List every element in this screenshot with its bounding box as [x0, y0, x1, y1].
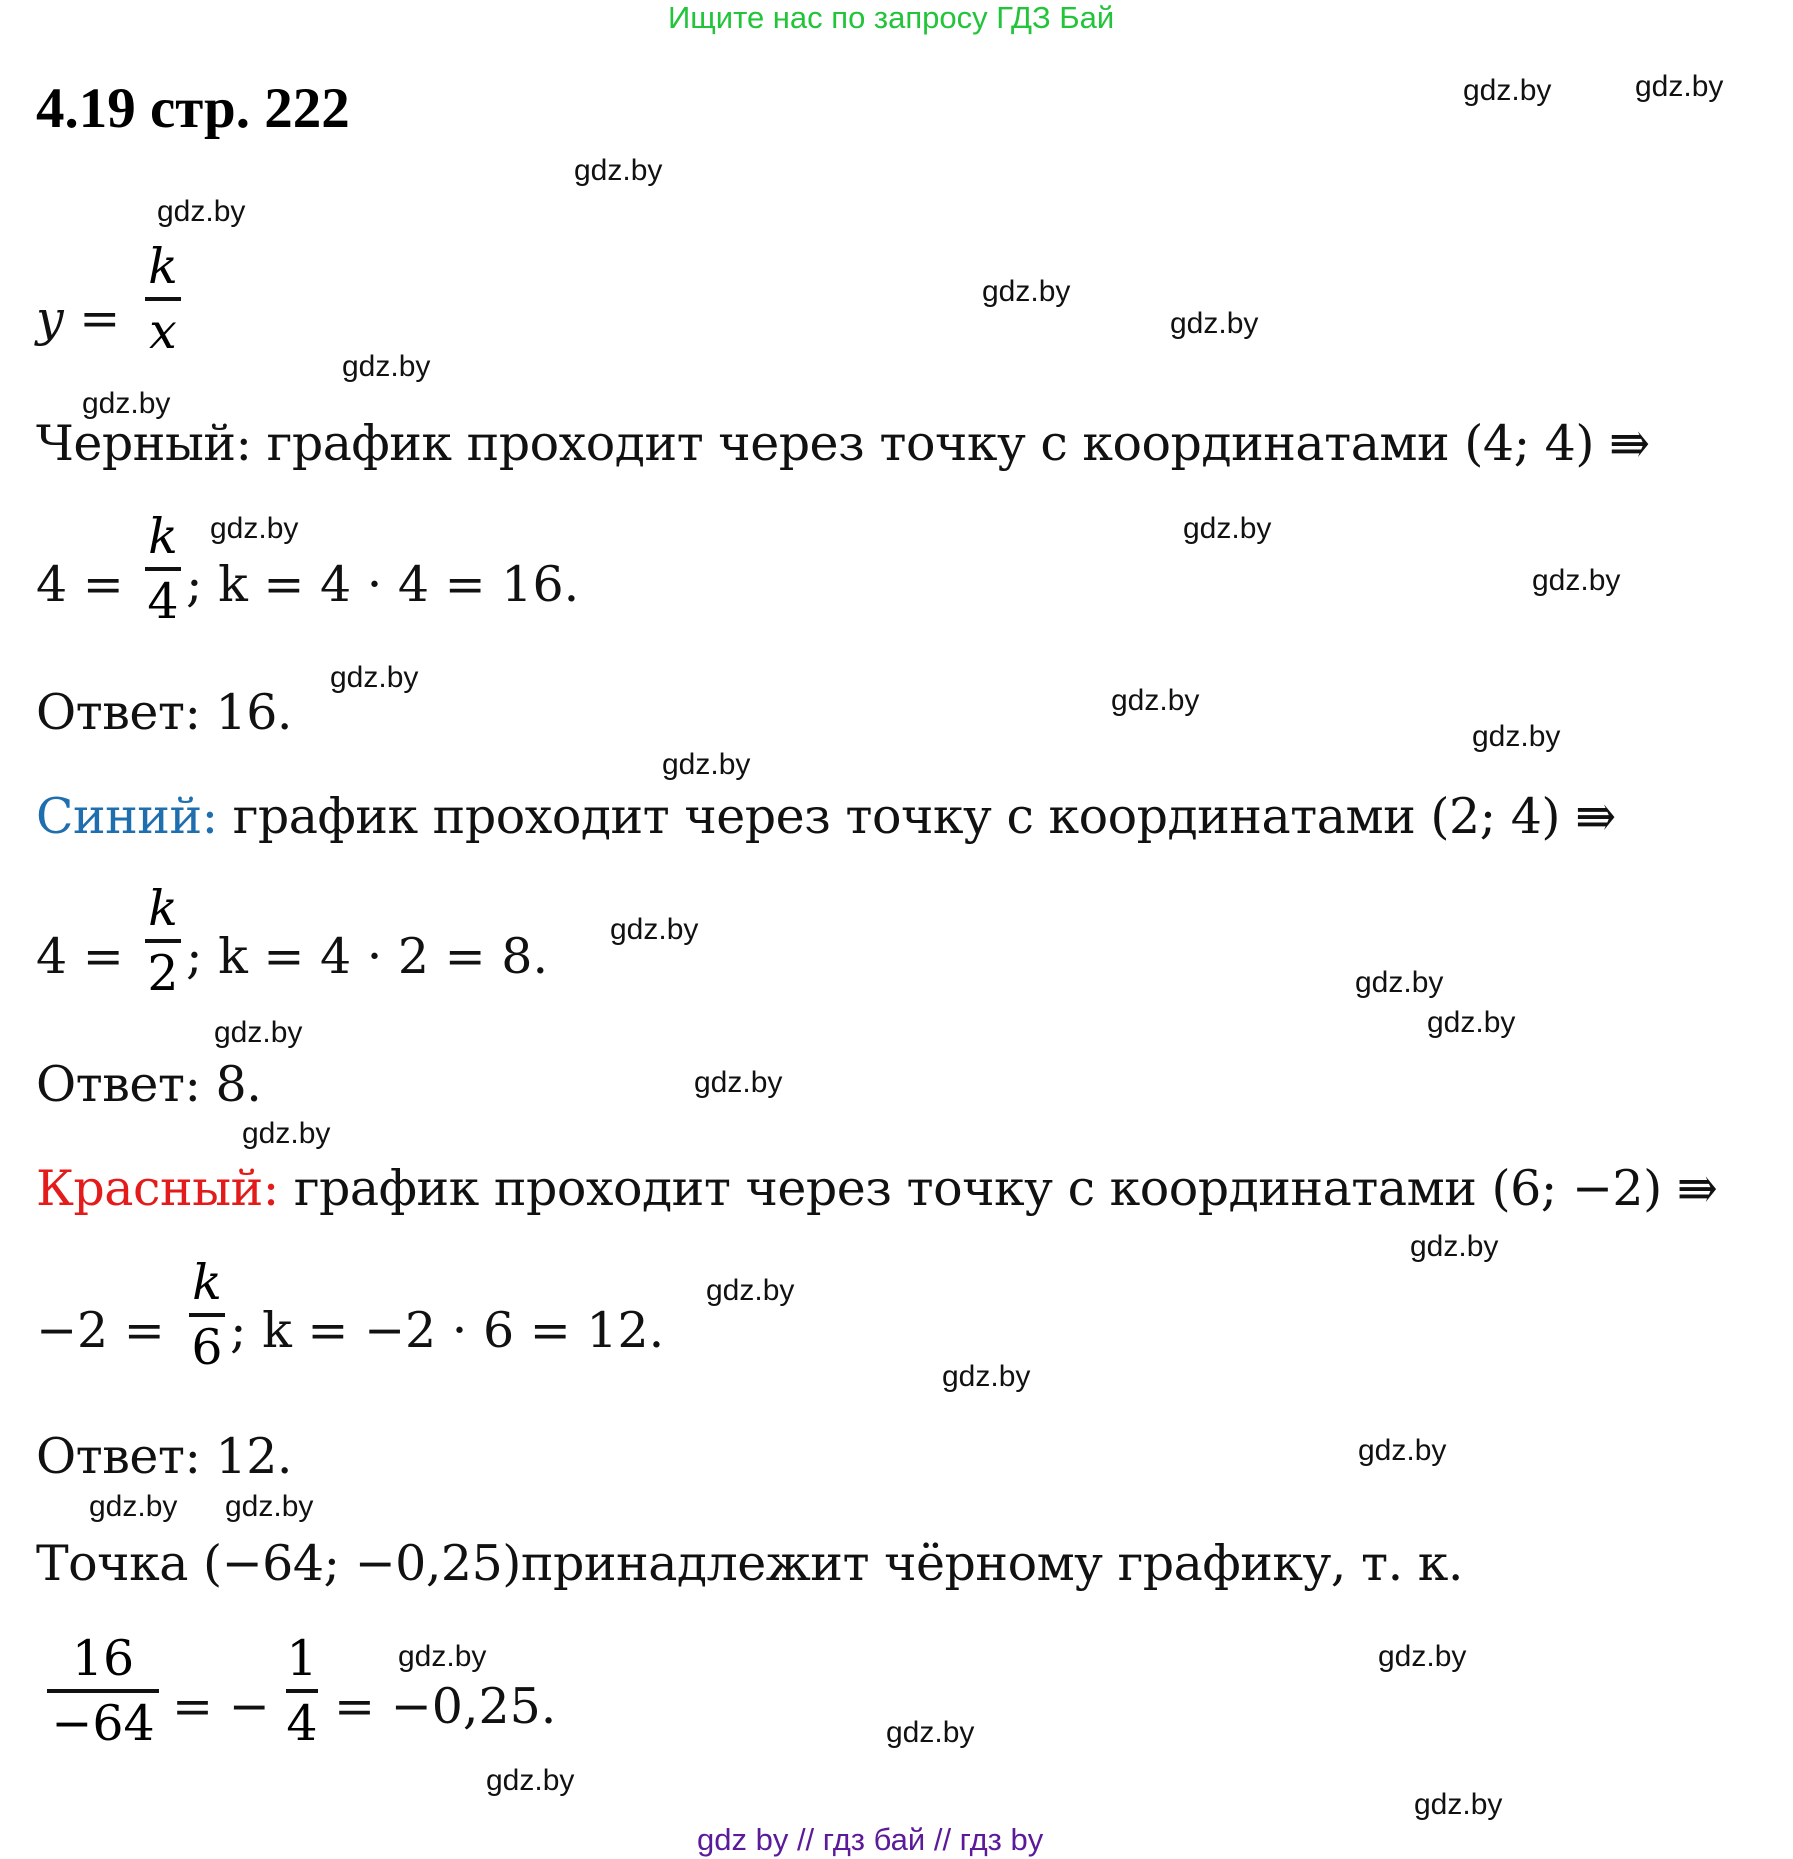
black-fraction: [142, 508, 184, 630]
watermark: gdz.by: [398, 1640, 487, 1673]
watermark: gdz.by: [1358, 1434, 1447, 1467]
watermark: gdz.by: [1635, 70, 1724, 103]
watermark: gdz.by: [1378, 1640, 1467, 1673]
red-text: график проходит через точку с координатами (6; −2) ⇛: [293, 1160, 1718, 1217]
black-answer: Ответ: 16.: [36, 684, 292, 741]
fraction-bar: [145, 567, 181, 571]
watermark: gdz.by: [1414, 1788, 1503, 1821]
watermark: gdz.by: [157, 195, 246, 228]
blue-fraction: [142, 880, 184, 1002]
point-eq-1: = −: [172, 1678, 270, 1735]
formula-fraction: [142, 238, 184, 360]
watermark: gdz.by: [1427, 1006, 1516, 1039]
blue-label: Синий:: [36, 788, 218, 845]
watermark: gdz.by: [242, 1117, 331, 1150]
watermark: gdz.by: [89, 1490, 178, 1523]
blue-statement: [36, 788, 1616, 845]
fraction-numerator: 16: [71, 1630, 135, 1687]
point-statement: Точка (−64; −0,25)принадлежит чёрному графику, т. к.: [36, 1535, 1463, 1592]
watermark: gdz.by: [1355, 966, 1444, 999]
red-answer: Ответ: 12.: [36, 1428, 292, 1485]
fraction-denominator: 4: [147, 573, 179, 630]
watermark: gdz.by: [662, 748, 751, 781]
blue-answer: Ответ: 8.: [36, 1056, 262, 1113]
formula-lhs: y =: [36, 290, 121, 347]
watermark: gdz.by: [1472, 720, 1561, 753]
watermark: gdz.by: [1463, 74, 1552, 107]
black-text: график проходит через точку с координатами (4; 4) ⇛: [266, 415, 1650, 472]
black-eq-lhs: 4 =: [36, 556, 124, 613]
fraction-denominator: 2: [147, 945, 179, 1002]
watermark: gdz.by: [330, 661, 419, 694]
watermark: gdz.by: [486, 1764, 575, 1797]
fraction-bar: [189, 1313, 225, 1317]
point-eq-2: = −0,25.: [334, 1678, 557, 1735]
fraction-numerator: k: [148, 238, 178, 295]
fraction-denominator: 4: [286, 1695, 318, 1752]
fraction-numerator: k: [148, 880, 178, 937]
black-statement: [36, 415, 1650, 472]
page-title: 4.19 стр. 222: [36, 77, 350, 140]
watermark: gdz.by: [1183, 512, 1272, 545]
watermark: gdz.by: [1170, 307, 1259, 340]
black-eq-rest: ; k = 4 · 4 = 16.: [186, 556, 580, 613]
watermark: gdz.by: [82, 387, 171, 420]
footer-links[interactable]: gdz by // гдз бай // гдз by: [697, 1822, 1044, 1857]
watermark: gdz.by: [210, 512, 299, 545]
watermark: gdz.by: [225, 1490, 314, 1523]
blue-eq-rest: ; k = 4 · 2 = 8.: [186, 928, 549, 985]
fraction-bar: [47, 1689, 159, 1693]
point-fraction-2: [282, 1630, 322, 1752]
watermark: gdz.by: [886, 1716, 975, 1749]
watermark: gdz.by: [214, 1016, 303, 1049]
fraction-bar: [145, 297, 181, 301]
watermark: gdz.by: [982, 275, 1071, 308]
search-banner: Ищите нас по запросу ГДЗ Бай: [668, 0, 1115, 35]
watermark: gdz.by: [610, 913, 699, 946]
fraction-denominator: −64: [51, 1695, 155, 1752]
watermark: gdz.by: [694, 1066, 783, 1099]
blue-eq-lhs: 4 =: [36, 928, 124, 985]
watermark: gdz.by: [574, 154, 663, 187]
red-eq-rest: ; k = −2 · 6 = 12.: [230, 1302, 665, 1359]
blue-text: график проходит через точку с координатами (2; 4) ⇛: [232, 788, 1616, 845]
watermark: gdz.by: [1532, 564, 1621, 597]
fraction-denominator: 6: [191, 1319, 223, 1376]
watermark: gdz.by: [342, 350, 431, 383]
fraction-numerator: 1: [286, 1630, 318, 1687]
red-label: Красный:: [36, 1160, 279, 1217]
watermark: gdz.by: [942, 1360, 1031, 1393]
fraction-bar: [145, 939, 181, 943]
watermark: gdz.by: [1410, 1230, 1499, 1263]
fraction-numerator: k: [148, 508, 178, 565]
black-label: Черный:: [36, 415, 252, 472]
red-statement: [36, 1160, 1717, 1217]
watermark: gdz.by: [706, 1274, 795, 1307]
watermark: gdz.by: [1111, 684, 1200, 717]
red-fraction: [186, 1254, 228, 1376]
fraction-denominator: x: [149, 303, 177, 360]
fraction-bar: [286, 1689, 318, 1693]
fraction-numerator: k: [192, 1254, 222, 1311]
red-eq-lhs: −2 =: [36, 1302, 165, 1359]
point-fraction-1: [44, 1630, 162, 1752]
